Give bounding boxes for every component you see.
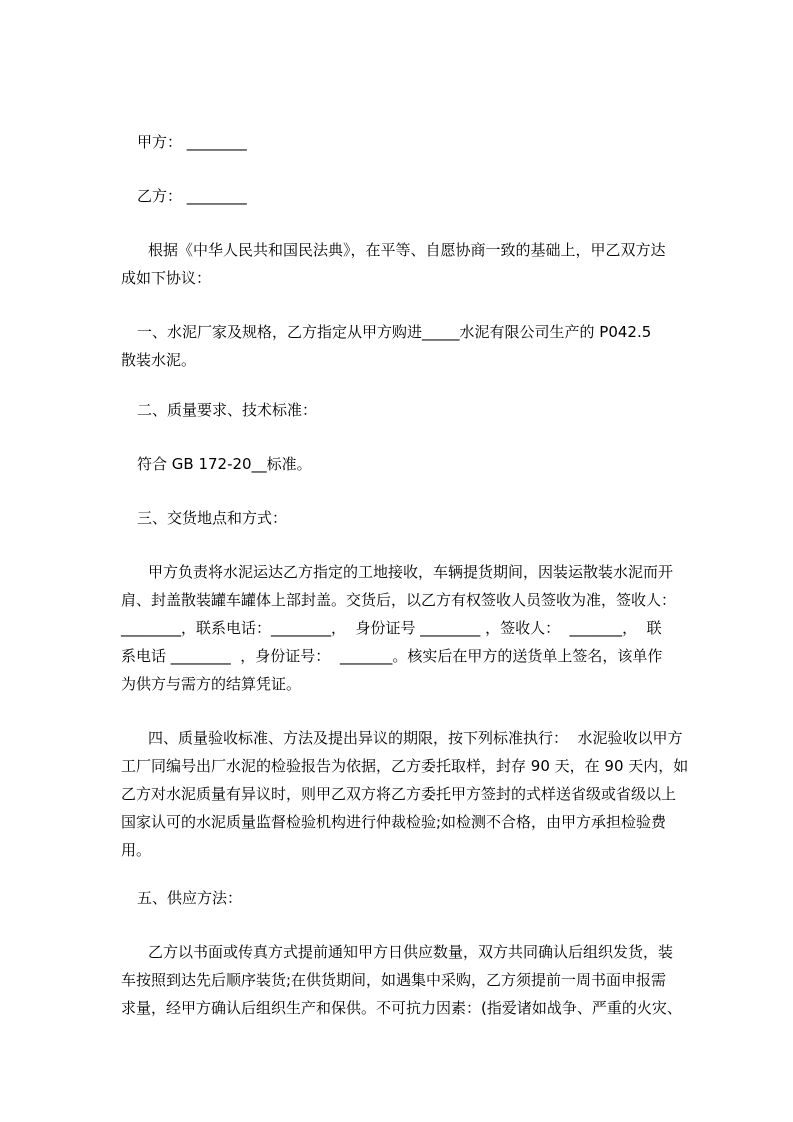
clause-4-line-4: 国家认可的水泥质量监督检验机构进行仲裁检验;如检测不合格，由甲方承担检验费: [121, 813, 667, 831]
preamble-line-2: 成如下协议：: [121, 269, 212, 287]
clause-5-line-3: 求量，经甲方确认后组织生产和保供。不可抗力因素：(指爱诸如战争、严重的火灾、: [121, 999, 682, 1017]
clause-4-line-1: 四、质量验收标准、方法及提出异议的期限，按下列标准执行： 水泥验收以甲方: [148, 729, 683, 747]
clause-4-line-5: 用。: [121, 841, 152, 859]
clause-1-line-2: 散装水泥。: [121, 351, 197, 369]
party-a-line: 甲方： ________: [137, 133, 247, 151]
clause-4-line-3: 乙方对水泥质量有异议时，则甲乙双方将乙方委托甲方签封的式样送省级或省级以上: [121, 785, 677, 803]
clause-3-line-2: 肩、封盖散装罐车罐体上部封盖。交货后，以乙方有权签收人员签收为准，签收人：: [121, 591, 677, 609]
preamble-line-1: 根据《中华人民共和国民法典》，在平等、自愿协商一致的基础上，甲乙双方达: [148, 241, 666, 259]
clause-3-line-5: 为供方与需方的结算凭证。: [121, 675, 302, 693]
clause-5-line-2: 车按照到达先后顺序装货;在供货期间，如遇集中采购，乙方须提前一周书面申报需: [121, 971, 667, 989]
clause-3-line-4: 系电话 ________ ，身份证号： _______。核实后在甲方的送货单上签名，该单作: [121, 647, 663, 665]
clause-2-heading: 二、质量要求、技术标准：: [137, 401, 318, 419]
clause-2-body: 符合 GB 172-20__标准。: [137, 455, 312, 473]
clause-1-line-1: 一、水泥厂家及规格，乙方指定从甲方购进_____水泥有限公司生产的 P042.5: [137, 323, 652, 341]
party-b-line: 乙方： ________: [137, 187, 247, 205]
clause-5-line-1: 乙方以书面或传真方式提前通知甲方日供应数量，双方共同确认后组织发货，装: [148, 943, 674, 961]
clause-3-heading: 三、交货地点和方式：: [137, 509, 288, 527]
clause-4-line-2: 工厂同编号出厂水泥的检验报告为依据，乙方委托取样，封存 90 天，在 90 天内，如: [121, 757, 689, 775]
clause-5-heading: 五、供应方法：: [137, 889, 243, 907]
clause-3-line-1: 甲方负责将水泥运达乙方指定的工地接收，车辆提货期间，因装运散装水泥而开: [148, 563, 674, 581]
clause-3-line-3: ________，联系电话：________， 身份证号 ________ ，签收人： _______， 联: [121, 619, 662, 637]
